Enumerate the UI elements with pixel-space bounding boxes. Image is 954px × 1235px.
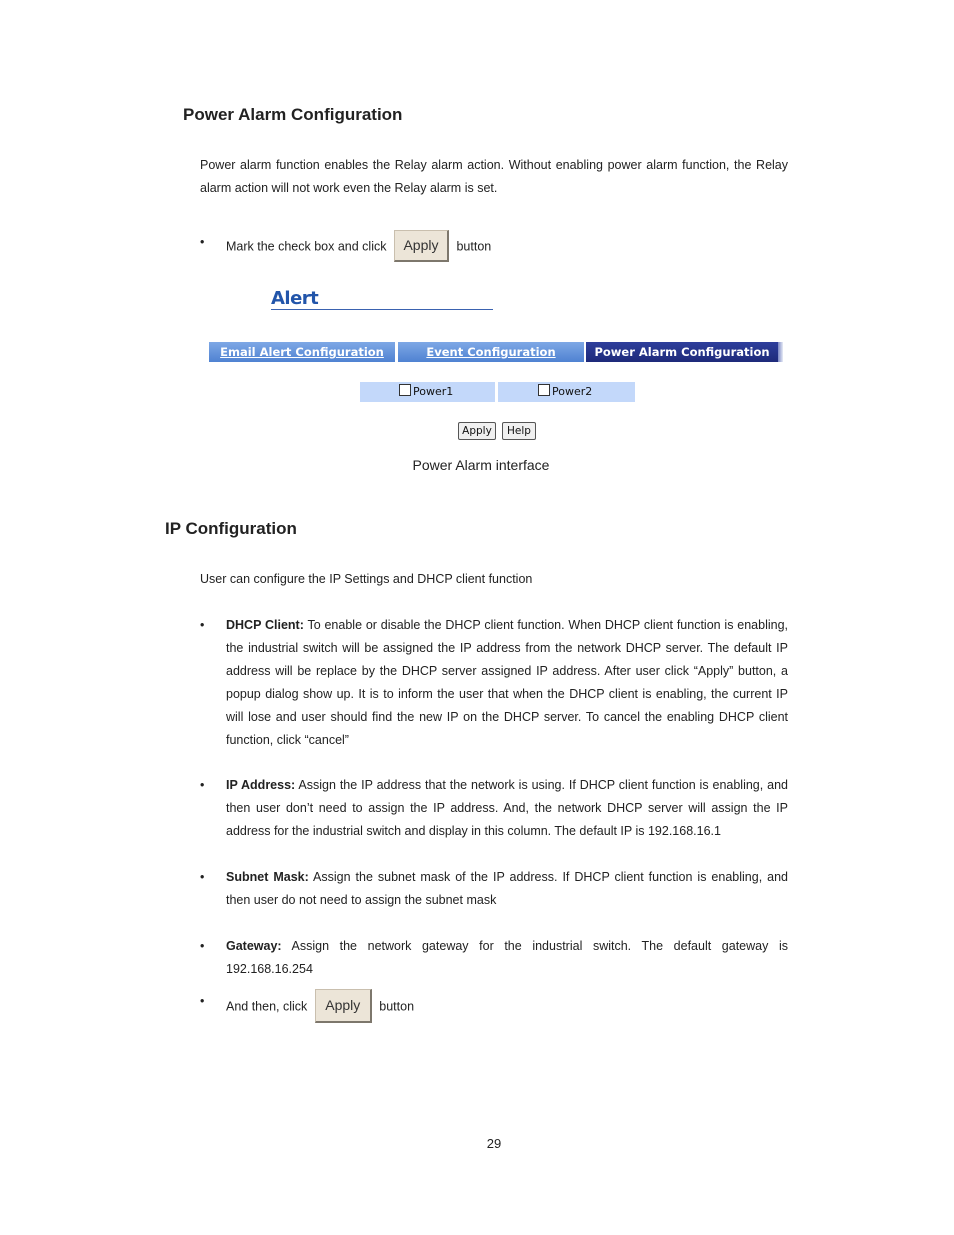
item-text: Assign the IP address that the network is using. If DHCP client function is enabling, and then user don’t need to assign the IP address. And, the network DHCP server will assign the IP address for the industrial switch and display in this column. The default IP is 192.168.16.1: [226, 778, 788, 838]
item-text: To enable or disable the DHCP client function. When DHCP client function is enabling, the industrial switch will be assigned the IP address from the network DHCP server. The default IP address will be replace by the DHCP server assigned IP address. After user click “Apply” button, a popup dialog show up. It is to inform the user that when the DHCP client is enabling, the current IP will lose and user should find the new IP on the DHCP server. To cancel the enabling DHCP client function, click “cancel”: [226, 618, 788, 747]
power1-option: [360, 382, 495, 402]
figure-caption: Power Alarm interface: [412, 457, 550, 473]
power2-checkbox[interactable]: [538, 384, 550, 396]
page-number: 29: [486, 1136, 502, 1151]
apply-button-illustration: Apply: [315, 989, 372, 1023]
item-text: Assign the subnet mask of the IP address. If DHCP client function is enabling, and then user do not need to assign the subnet mask: [226, 870, 788, 907]
alert-title-underline: [271, 309, 493, 310]
item-term: IP Address:: [226, 778, 296, 792]
tab-label: Event Configuration: [426, 345, 556, 359]
bullet: •: [200, 994, 205, 1008]
tab-email-alert-configuration[interactable]: [209, 342, 395, 362]
final-step-prefix: And then, click: [226, 999, 308, 1014]
tab-label: Power Alarm Configuration: [594, 345, 770, 359]
help-button[interactable]: Help: [502, 422, 536, 440]
tab-event-configuration[interactable]: [398, 342, 584, 362]
power1-label: Power1: [413, 385, 454, 398]
bullet: •: [200, 235, 205, 249]
tab-label: Email Alert Configuration: [220, 345, 384, 359]
tab-power-alarm-configuration[interactable]: [586, 342, 778, 362]
bullet: •: [200, 939, 205, 953]
power-alarm-intro: Power alarm function enables the Relay alarm action. Without enabling power alarm function, the Relay alarm action will not work even the Relay alarm is set.: [200, 158, 788, 195]
power2-label: Power2: [552, 385, 593, 398]
step-suffix: button: [456, 239, 492, 254]
item-term: Gateway:: [226, 939, 282, 953]
ip-configuration-intro: User can configure the IP Settings and DHCP client function: [200, 572, 533, 586]
alert-title: Alert: [271, 288, 319, 309]
final-step-suffix: button: [379, 999, 415, 1014]
bullet: •: [200, 870, 205, 884]
power1-checkbox[interactable]: [399, 384, 411, 396]
tab-bar-end-cap: [778, 342, 783, 362]
tab-bar: [209, 342, 783, 362]
section-heading-power-alarm: Power Alarm Configuration: [183, 105, 403, 124]
section-heading-ip-configuration: IP Configuration: [165, 519, 297, 538]
item-term: DHCP Client:: [226, 618, 304, 632]
step-prefix: Mark the check box and click: [226, 239, 387, 254]
bullet: •: [200, 618, 205, 632]
power2-option: [498, 382, 635, 402]
bullet: •: [200, 778, 205, 792]
item-term: Subnet Mask:: [226, 870, 309, 884]
item-text: Assign the network gateway for the industrial switch. The default gateway is 192.168.16.254: [226, 939, 788, 976]
apply-button-illustration: Apply: [394, 230, 449, 262]
apply-button[interactable]: Apply: [458, 422, 496, 440]
